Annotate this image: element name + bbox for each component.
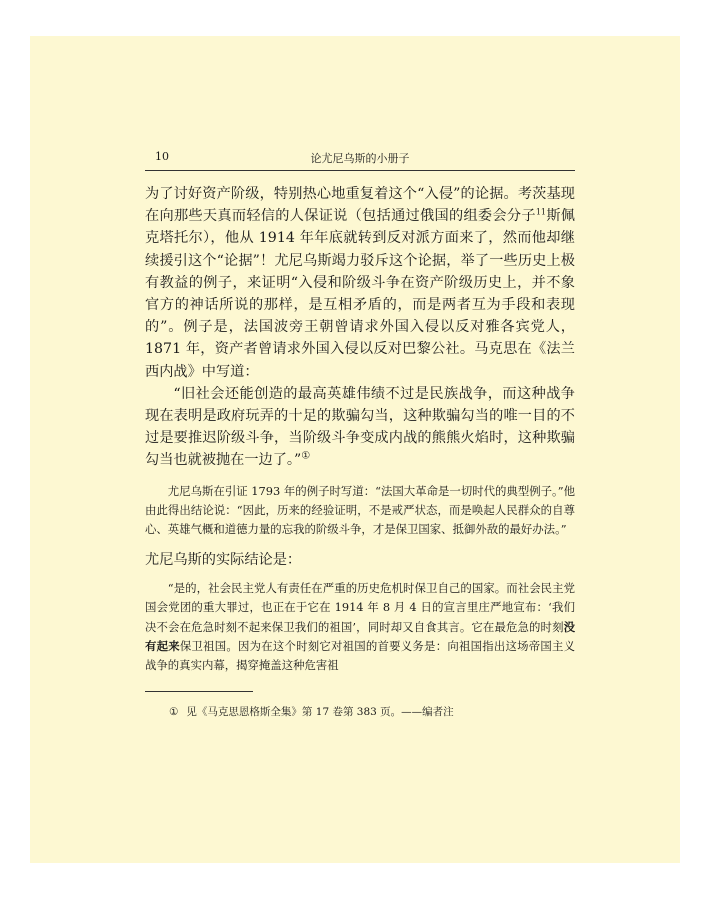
footnote-mark: ① xyxy=(169,706,179,719)
paragraph-1: 为了讨好资产阶级，特别热心地重复着这个“入侵”的论据。考茨基现在向那些天真而轻信的人保证说（包括通过俄国的组委会分子$^{11}$斯佩克塔托尔），他从 1914 年年底就转到反对派方面来了，然而他却继续援引这个“论据”！尤尼乌斯竭力驳斥这个论据，举了一些历史上极有教益的例子，来证明“入侵和阶级斗争在资产阶级历史上，并不象官方的神话所说的那样，是互相矛盾的，而是两者互为手段和表现的”。例子是，法国波旁王朝曾请求外国入侵以反对雅各宾党人，1871 年，资产者曾请求外国入侵以反对巴黎公社。马克思在《法兰西内战》中写道： xyxy=(145,186,575,380)
footnote-ref-11: 11 xyxy=(535,207,547,217)
running-head xyxy=(145,150,575,171)
page-number: 10 xyxy=(155,150,169,163)
page-content xyxy=(145,150,575,720)
running-title: 论尤尼乌斯的小册子 xyxy=(310,152,410,165)
footnote xyxy=(145,704,575,720)
footnote-text: 见《马克思恩格斯全集》第 17 卷第 383 页。——编者注 xyxy=(186,706,454,719)
footnote-rule xyxy=(145,691,253,692)
junius-quote-1: 尤尼乌斯在引证 1793 年的例子时写道：“法国大革命是一切时代的典型例子。”他由此得出结论说：“因此，历来的经验证明，不是戒严状态，而是唤起人民群众的自尊心、英雄气概和道德力量的忘我的阶级斗争，才是保卫国家、抵御外敌的最好办法。” xyxy=(145,483,575,537)
section-line: 尤尼乌斯的实际结论是： xyxy=(145,552,302,569)
emphasis-text: 没有起来 xyxy=(145,619,575,653)
junius-quote-2: “是的，社会民主党人有责任在严重的历史危机时保卫自己的国家。而社会民主党国会党团的重大罪过，也正在于它在 1914 年 8 月 4 日的宣言里庄严地宣布：‘我们决不会在危急时刻不起来保卫我们的祖国’，同时却又自食其言。它在最危急的时刻没有起来保卫祖国。因为在这个时刻它对祖国的首要义务是：向祖国指出这场帝国主义战争的真实内幕，揭穿掩盖这种危害祖 xyxy=(145,581,575,673)
marx-quote: “旧社会还能创造的最高英雄伟绩不过是民族战争，而这种战争现在表明是政府玩弄的十足的欺骗勾当，这种欺骗勾当的唯一目的不过是要推迟阶级斗争，当阶级斗争变成内战的熊熊火焰时，这种欺骗勾当也就被抛在一边了。”① xyxy=(145,385,575,469)
main-body xyxy=(145,183,575,472)
footnote-ref-1: ① xyxy=(301,450,311,462)
